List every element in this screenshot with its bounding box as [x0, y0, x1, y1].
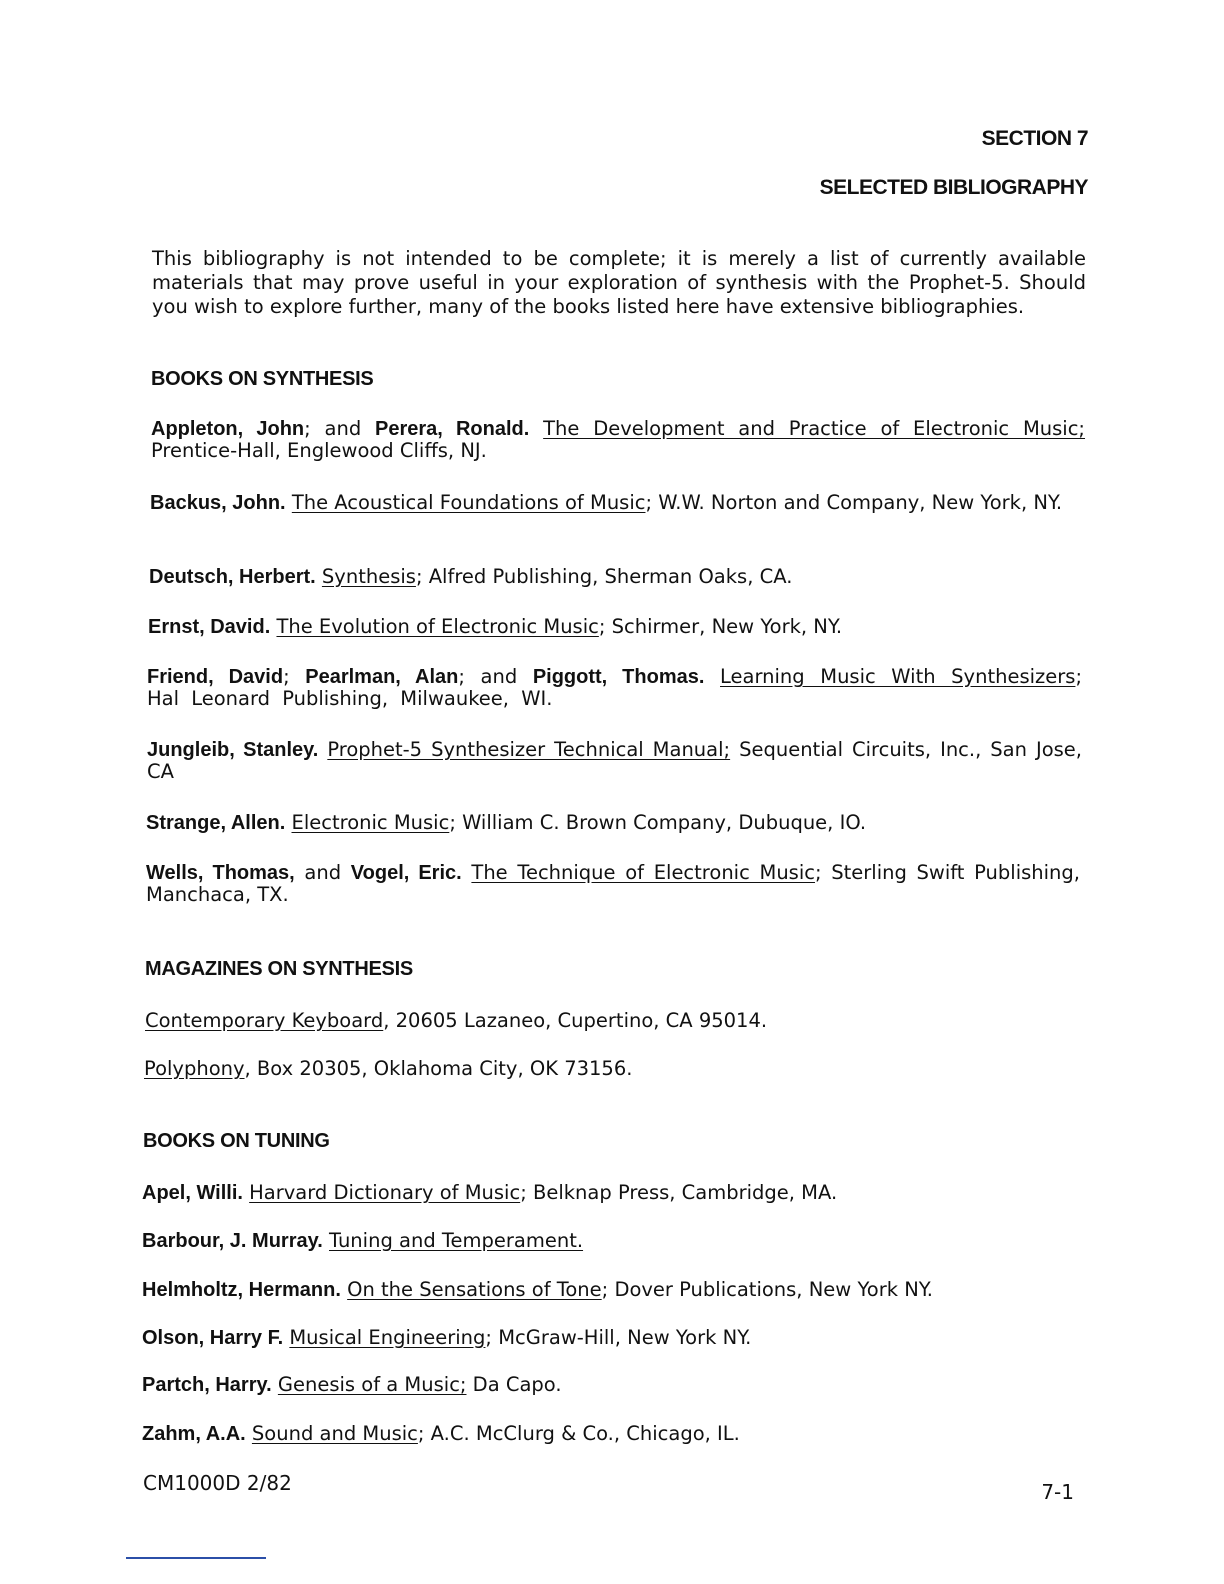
entry-title: The Evolution of Electronic Music — [276, 615, 599, 638]
entry-publisher: ; Schirmer, New York, NY. — [598, 615, 843, 638]
bib-entry — [146, 862, 1080, 906]
entry-publisher: ; Belknap Press, Cambridge, MA. — [520, 1181, 838, 1204]
entry-publisher: ; Sterling Swift Publishing, Manchaca, TX. — [146, 861, 1080, 906]
entry-connector: ; and — [458, 665, 533, 688]
entry-author: Appleton, John — [151, 418, 305, 440]
entry-title: Electronic Music — [291, 811, 450, 834]
bib-entry — [151, 418, 1085, 462]
entry-author: Olson, Harry F. — [142, 1327, 284, 1349]
entry-author: Perera, Ronald. — [375, 418, 530, 440]
entry-address: , 20605 Lazaneo, Cupertino, CA 95014. — [383, 1009, 768, 1032]
entry-author: Piggott, Thomas. — [532, 666, 705, 688]
bib-entry — [147, 739, 1082, 783]
entry-author: Deutsch, Herbert. — [149, 566, 316, 588]
page-title: SELECTED BIBLIOGRAPHY — [819, 176, 1088, 199]
section-number: SECTION 7 — [981, 127, 1088, 150]
heading-books-on-tuning: BOOKS ON TUNING — [143, 1130, 330, 1152]
entry-connector: ; — [283, 665, 306, 688]
entry-address: , Box 20305, Oklahoma City, OK 73156. — [244, 1057, 633, 1080]
entry-publisher: ; W.W. Norton and Company, New York, NY. — [645, 491, 1063, 514]
entry-publisher: ; Alfred Publishing, Sherman Oaks, CA. — [415, 565, 793, 588]
bib-entry — [142, 1423, 1076, 1445]
page-number: 7-1 — [1041, 1480, 1074, 1504]
entry-author: Ernst, David. — [148, 616, 271, 638]
entry-author: Apel, Willi. — [142, 1182, 243, 1204]
entry-publisher: Sequential Circuits, Inc., San Jose, CA — [147, 738, 1082, 783]
entry-title: Learning Music With Synthesizers — [720, 665, 1076, 688]
scan-edge-mark — [126, 1557, 266, 1559]
magazine-entry — [144, 1058, 1078, 1080]
magazine-entry — [145, 1010, 1079, 1032]
entry-title: The Acoustical Foundations of Music — [291, 491, 646, 514]
bib-entry — [147, 666, 1082, 710]
entry-title: Contemporary Keyboard — [145, 1009, 384, 1032]
entry-author: Vogel, Eric. — [350, 862, 462, 884]
heading-magazines-on-synthesis: MAGAZINES ON SYNTHESIS — [145, 958, 413, 980]
entry-author: Helmholtz, Hermann. — [142, 1279, 341, 1301]
entry-title: The Technique of Electronic Music — [471, 861, 815, 884]
heading-books-on-synthesis: BOOKS ON SYNTHESIS — [151, 368, 374, 390]
entry-title: Synthesis — [321, 565, 416, 588]
entry-author: Strange, Allen. — [146, 812, 286, 834]
entry-publisher: ; Hal Leonard Publishing, Milwaukee, WI. — [147, 665, 1083, 710]
bib-entry — [142, 1327, 1076, 1349]
entry-author: Wells, Thomas, — [146, 862, 295, 884]
entry-title: Harvard Dictionary of Music — [249, 1181, 521, 1204]
bib-entry — [142, 1230, 1076, 1252]
entry-title: Genesis of a Music; — [277, 1373, 467, 1396]
entry-title: Polyphony — [144, 1057, 245, 1080]
entry-author: Jungleib, Stanley. — [147, 739, 319, 761]
entry-publisher: ; William C. Brown Company, Dubuque, IO. — [449, 811, 867, 834]
bib-entry — [146, 812, 1082, 834]
entry-publisher: ; McGraw-Hill, New York NY. — [485, 1326, 752, 1349]
bib-entry — [148, 616, 1082, 638]
entry-author: Partch, Harry. — [142, 1374, 272, 1396]
entry-author: Pearlman, Alan — [305, 666, 459, 688]
entry-title: Prophet-5 Synthesizer Technical Manual; — [327, 738, 731, 761]
bib-entry — [142, 1374, 1076, 1396]
bib-entry — [142, 1182, 1076, 1204]
bib-entry — [149, 566, 1083, 588]
entry-connector: and — [294, 861, 351, 884]
entry-author: Backus, John. — [150, 492, 286, 514]
entry-title: Tuning and Temperament. — [329, 1229, 584, 1252]
entry-title: On the Sensations of Tone — [347, 1278, 602, 1301]
entry-author: Barbour, J. Murray. — [142, 1230, 323, 1252]
entry-author: Zahm, A.A. — [142, 1423, 246, 1445]
document-code: CM1000D 2/82 — [143, 1471, 292, 1495]
entry-publisher: ; A.C. McClurg & Co., Chicago, IL. — [417, 1422, 740, 1445]
entry-title: The Development and Practice of Electronic Music; — [543, 417, 1086, 440]
entry-publisher: ; Dover Publications, New York NY. — [601, 1278, 933, 1301]
entry-publisher: Da Capo. — [466, 1373, 562, 1396]
entry-author: Friend, David — [147, 666, 284, 688]
intro-paragraph: This bibliography is not intended to be complete; it is merely a list of currently available materials that may prove useful in your exploration of synthesis with the Prophet-5. Should you wish to explore further, many of the books listed here have extensive bibliographies. — [152, 247, 1086, 318]
entry-connector: ; and — [304, 417, 375, 440]
entry-title: Musical Engineering — [289, 1326, 486, 1349]
bib-entry — [142, 1279, 1076, 1301]
entry-publisher: Prentice-Hall, Englewood Cliffs, NJ. — [151, 439, 487, 462]
entry-title: Sound and Music — [251, 1422, 418, 1445]
bib-entry — [150, 492, 1084, 514]
